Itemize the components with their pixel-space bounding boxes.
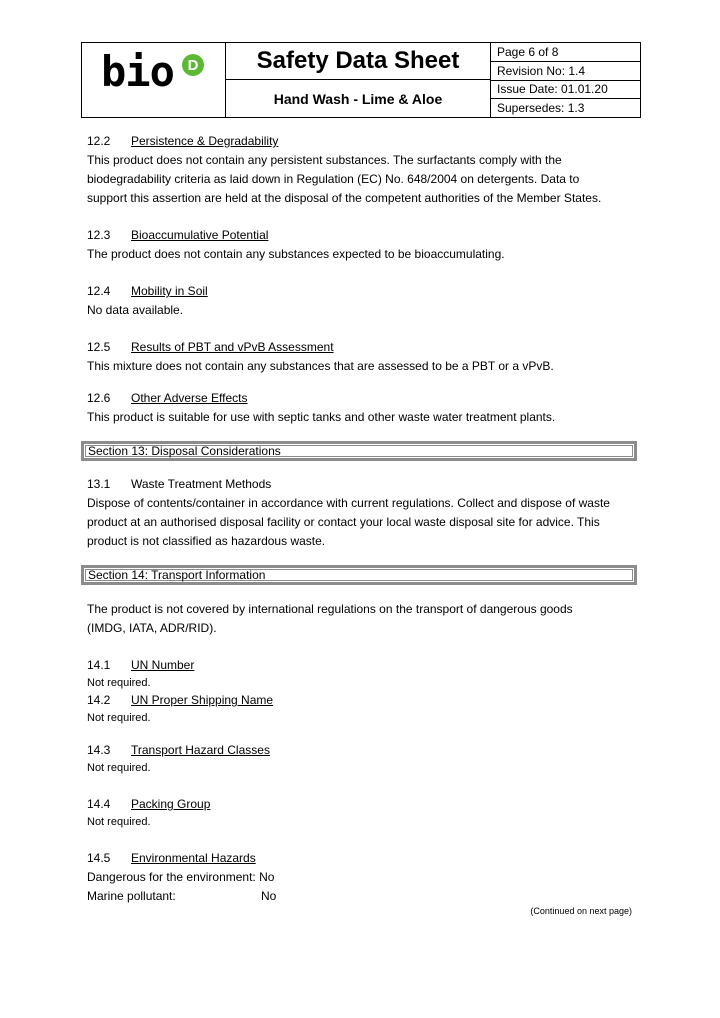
- subsection-heading: [87, 656, 194, 675]
- logo-wordmark: bio: [101, 47, 174, 96]
- paragraph-line: (IMDG, IATA, ADR/RID).: [87, 621, 217, 635]
- revision-number: Revision No: 1.4: [491, 62, 640, 81]
- subsection-title: Mobility in Soil: [131, 284, 208, 298]
- subsection-number: 12.5: [87, 340, 111, 354]
- subsection-heading: [87, 338, 334, 357]
- paragraph-line: The product is not covered by international regulations on the transport of dangerous goods: [87, 602, 573, 616]
- paragraph-line: This mixture does not contain any substances that are assessed to be a PBT or a vPvB.: [87, 359, 554, 373]
- subsection-value: Not required.: [87, 816, 151, 828]
- subsection-number: 12.2: [87, 134, 111, 148]
- subsection-heading: [87, 226, 268, 245]
- paragraph-line: No data available.: [87, 303, 184, 317]
- marine-pollutant-row: [87, 887, 276, 906]
- subsection-heading: [87, 849, 256, 868]
- subsection-number: 13.1: [87, 477, 111, 491]
- section-13-heading: Section 13: Disposal Considerations: [81, 441, 637, 461]
- env-hazard-value: No: [259, 870, 275, 884]
- paragraph-line: biodegradability criteria as laid down in Regulation (EC) No. 648/2004 on detergents. Data to: [87, 172, 580, 186]
- subsection-heading: [87, 132, 278, 151]
- subsection-title: UN Number: [131, 658, 195, 672]
- paragraph-line: This product is suitable for use with septic tanks and other waste water treatment plants.: [87, 410, 556, 424]
- paragraph-line: product is not classified as hazardous waste.: [87, 534, 326, 548]
- logo-badge: D: [182, 54, 204, 76]
- marine-pollutant-label: Marine pollutant:: [87, 889, 176, 903]
- environment-hazard-row: [87, 868, 274, 887]
- paragraph-line: Dispose of contents/container in accordance with current regulations. Collect and dispose of waste: [87, 496, 610, 510]
- subsection-heading: [87, 389, 248, 408]
- subsection-number: 14.2: [87, 693, 111, 707]
- subsection-title: UN Proper Shipping Name: [131, 693, 274, 707]
- subsection-heading: [87, 475, 271, 494]
- subsection-title: Environmental Hazards: [131, 851, 256, 865]
- subsection-number: 12.4: [87, 284, 111, 298]
- paragraph-line: product at an authorised disposal facility or contact your local waste disposal site for advice. This: [87, 515, 600, 529]
- subsection-number: 14.4: [87, 797, 111, 811]
- subsection-number: 14.1: [87, 658, 111, 672]
- subsection-number: 12.6: [87, 391, 111, 405]
- subsection-title: Persistence & Degradability: [131, 134, 279, 148]
- supersedes: Supersedes: 1.3: [497, 101, 585, 116]
- env-hazard-label: Dangerous for the environment:: [87, 870, 256, 884]
- subsection-title: Packing Group: [131, 797, 211, 811]
- section-14-heading: Section 14: Transport Information: [81, 565, 637, 585]
- subsection-title: Bioaccumulative Potential: [131, 228, 269, 242]
- subsection-title: Other Adverse Effects: [131, 391, 248, 405]
- subsection-heading: [87, 691, 273, 710]
- marine-pollutant-value: No: [261, 889, 277, 903]
- paragraph-line: The product does not contain any substances expected to be bioaccumulating.: [87, 247, 505, 261]
- product-name: Hand Wash - Lime & Aloe: [273, 90, 443, 107]
- paragraph-line: support this assertion are held at the disposal of the competent authorities of the Member States.: [87, 191, 602, 205]
- subsection-value: Not required.: [87, 712, 151, 724]
- subsection-title: Transport Hazard Classes: [131, 743, 270, 757]
- subsection-number: 14.3: [87, 743, 111, 757]
- subsection-heading: [87, 741, 270, 760]
- subsection-value: Not required.: [87, 677, 151, 689]
- document-header: [81, 42, 641, 118]
- paragraph-line: This product does not contain any persistent substances. The surfactants comply with the: [87, 153, 562, 167]
- document-title: Safety Data Sheet: [226, 43, 490, 80]
- subsection-title: Waste Treatment Methods: [131, 477, 272, 491]
- company-logo: [82, 43, 226, 117]
- subsection-number: 12.3: [87, 228, 111, 242]
- page-number: Page 6 of 8: [491, 43, 640, 62]
- subsection-title: Results of PBT and vPvB Assessment: [131, 340, 334, 354]
- subsection-heading: [87, 282, 208, 301]
- continued-note: (Continued on next page): [530, 906, 632, 916]
- issue-date: Issue Date: 01.01.20: [491, 81, 640, 100]
- subsection-heading: [87, 795, 210, 814]
- subsection-number: 14.5: [87, 851, 111, 865]
- subsection-value: Not required.: [87, 762, 151, 774]
